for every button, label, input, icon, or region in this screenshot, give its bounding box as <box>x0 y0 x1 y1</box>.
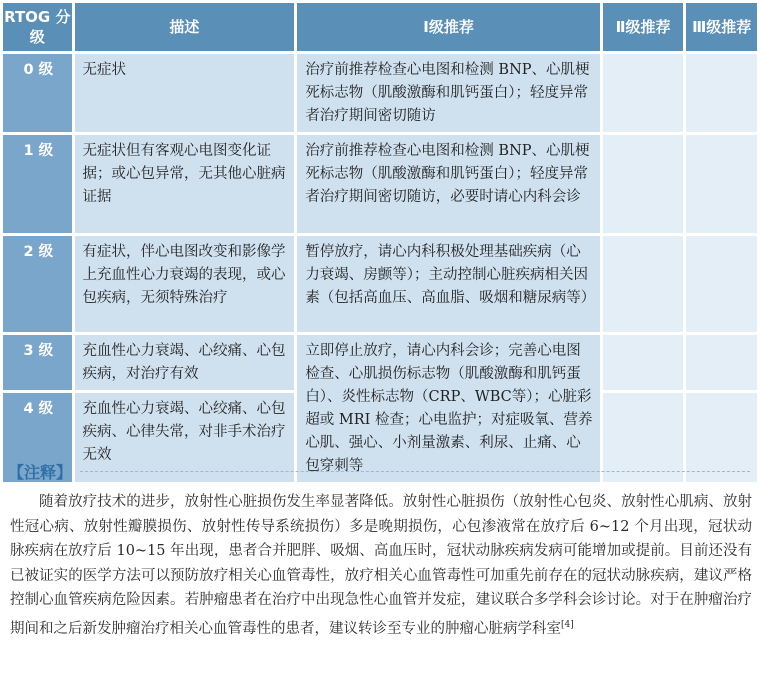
grade-cell: 4 级 <box>3 393 72 482</box>
annotation-text <box>10 490 752 641</box>
level2-cell <box>603 236 684 332</box>
table-row <box>3 135 757 233</box>
level2-cell <box>603 135 684 233</box>
header-grade: RTOG 分级 <box>3 3 72 51</box>
header-description: 描述 <box>75 3 295 51</box>
divider <box>80 471 750 472</box>
level3-cell <box>686 236 757 332</box>
level3-cell <box>686 135 757 233</box>
level3-cell <box>686 54 757 132</box>
header-level3-recommendation: Ⅲ级推荐 <box>686 3 757 51</box>
table-row <box>3 54 757 132</box>
header-level2-recommendation: Ⅱ级推荐 <box>603 3 684 51</box>
reference-marker: [4] <box>561 619 574 630</box>
level3-cell <box>686 335 757 390</box>
recommendation-cell: 治疗前推荐检查心电图和检测 BNP、心肌梗死标志物（肌酸激酶和肌钙蛋白）；轻度异常者治疗期间密切随访 <box>297 54 599 132</box>
level2-cell <box>603 335 684 390</box>
table-row <box>3 236 757 332</box>
grade-cell: 3 级 <box>3 335 72 390</box>
grade-cell: 1 级 <box>3 135 72 233</box>
recommendation-cell: 暂停放疗，请心内科积极处理基础疾病（心力衰竭、房颤等）；主动控制心脏疾病相关因素（包括高血压、高血脂、吸烟和糖尿病等） <box>297 236 599 332</box>
level2-cell <box>603 54 684 132</box>
recommendation-cell: 治疗前推荐检查心电图和检测 BNP、心肌梗死标志物（肌酸激酶和肌钙蛋白）；轻度异常者治疗期间密切随访，必要时请心内科会诊 <box>297 135 599 233</box>
grade-cell: 2 级 <box>3 236 72 332</box>
description-cell: 充血性心力衰竭、心绞痛、心包疾病、心律失常，对非手术治疗无效 <box>75 393 295 482</box>
description-cell: 有症状，伴心电图改变和影像学上充血性心力衰竭的表现，或心包疾病，无须特殊治疗 <box>75 236 295 332</box>
recommendation-cell-shared: 立即停止放疗，请心内科会诊；完善心电图检查、心肌损伤标志物（肌酸激酶和肌钙蛋白）、炎性标志物（CRP、WBC等）；心脏彩超或 MRI 检查；心电监护；对症吸氧、营养心肌、强心、小剂量激素、利尿、止痛、心包穿刺等 <box>297 335 599 482</box>
level2-cell <box>603 393 684 482</box>
header-level1-recommendation: Ⅰ级推荐 <box>297 3 599 51</box>
description-cell: 充血性心力衰竭、心绞痛、心包疾病，对治疗有效 <box>75 335 295 390</box>
description-cell: 无症状 <box>75 54 295 132</box>
description-cell: 无症状但有客观心电图变化证据；或心包异常，无其他心脏病证据 <box>75 135 295 233</box>
table-row <box>3 335 757 390</box>
annotation-title: 【注释】 <box>8 463 73 482</box>
table-header-row <box>3 3 757 51</box>
annotation-body: 随着放疗技术的进步，放射性心脏损伤发生率显著降低。放射性心脏损伤（放射性心包炎、放射性心肌病、放射性冠心病、放射性瓣膜损伤、放射性传导系统损伤）多是晚期损伤，心包渗液常在放疗后 6~12 个月出现，冠状动脉疾病在放疗后 10~15 年出现，患者合并肥胖、吸烟、高血压时，冠状动脉疾病发病可能增加或提前。目前还没有已被证实的医学方法可以预防放疗相关心血管毒性，放疗相关心血管毒性可加重先前存在的冠状动脉疾病，建议严格控制心血管疾病危险因素。若肿瘤患者在治疗中出现急性心血管并发症，建议联合多学科会诊讨论。对于在肿瘤治疗期间和之后新发肿瘤治疗相关心血管毒性的患者，建议转诊至专业的肿瘤心脏病学科室 <box>10 494 752 637</box>
grade-cell: 0 级 <box>3 54 72 132</box>
level3-cell <box>686 393 757 482</box>
